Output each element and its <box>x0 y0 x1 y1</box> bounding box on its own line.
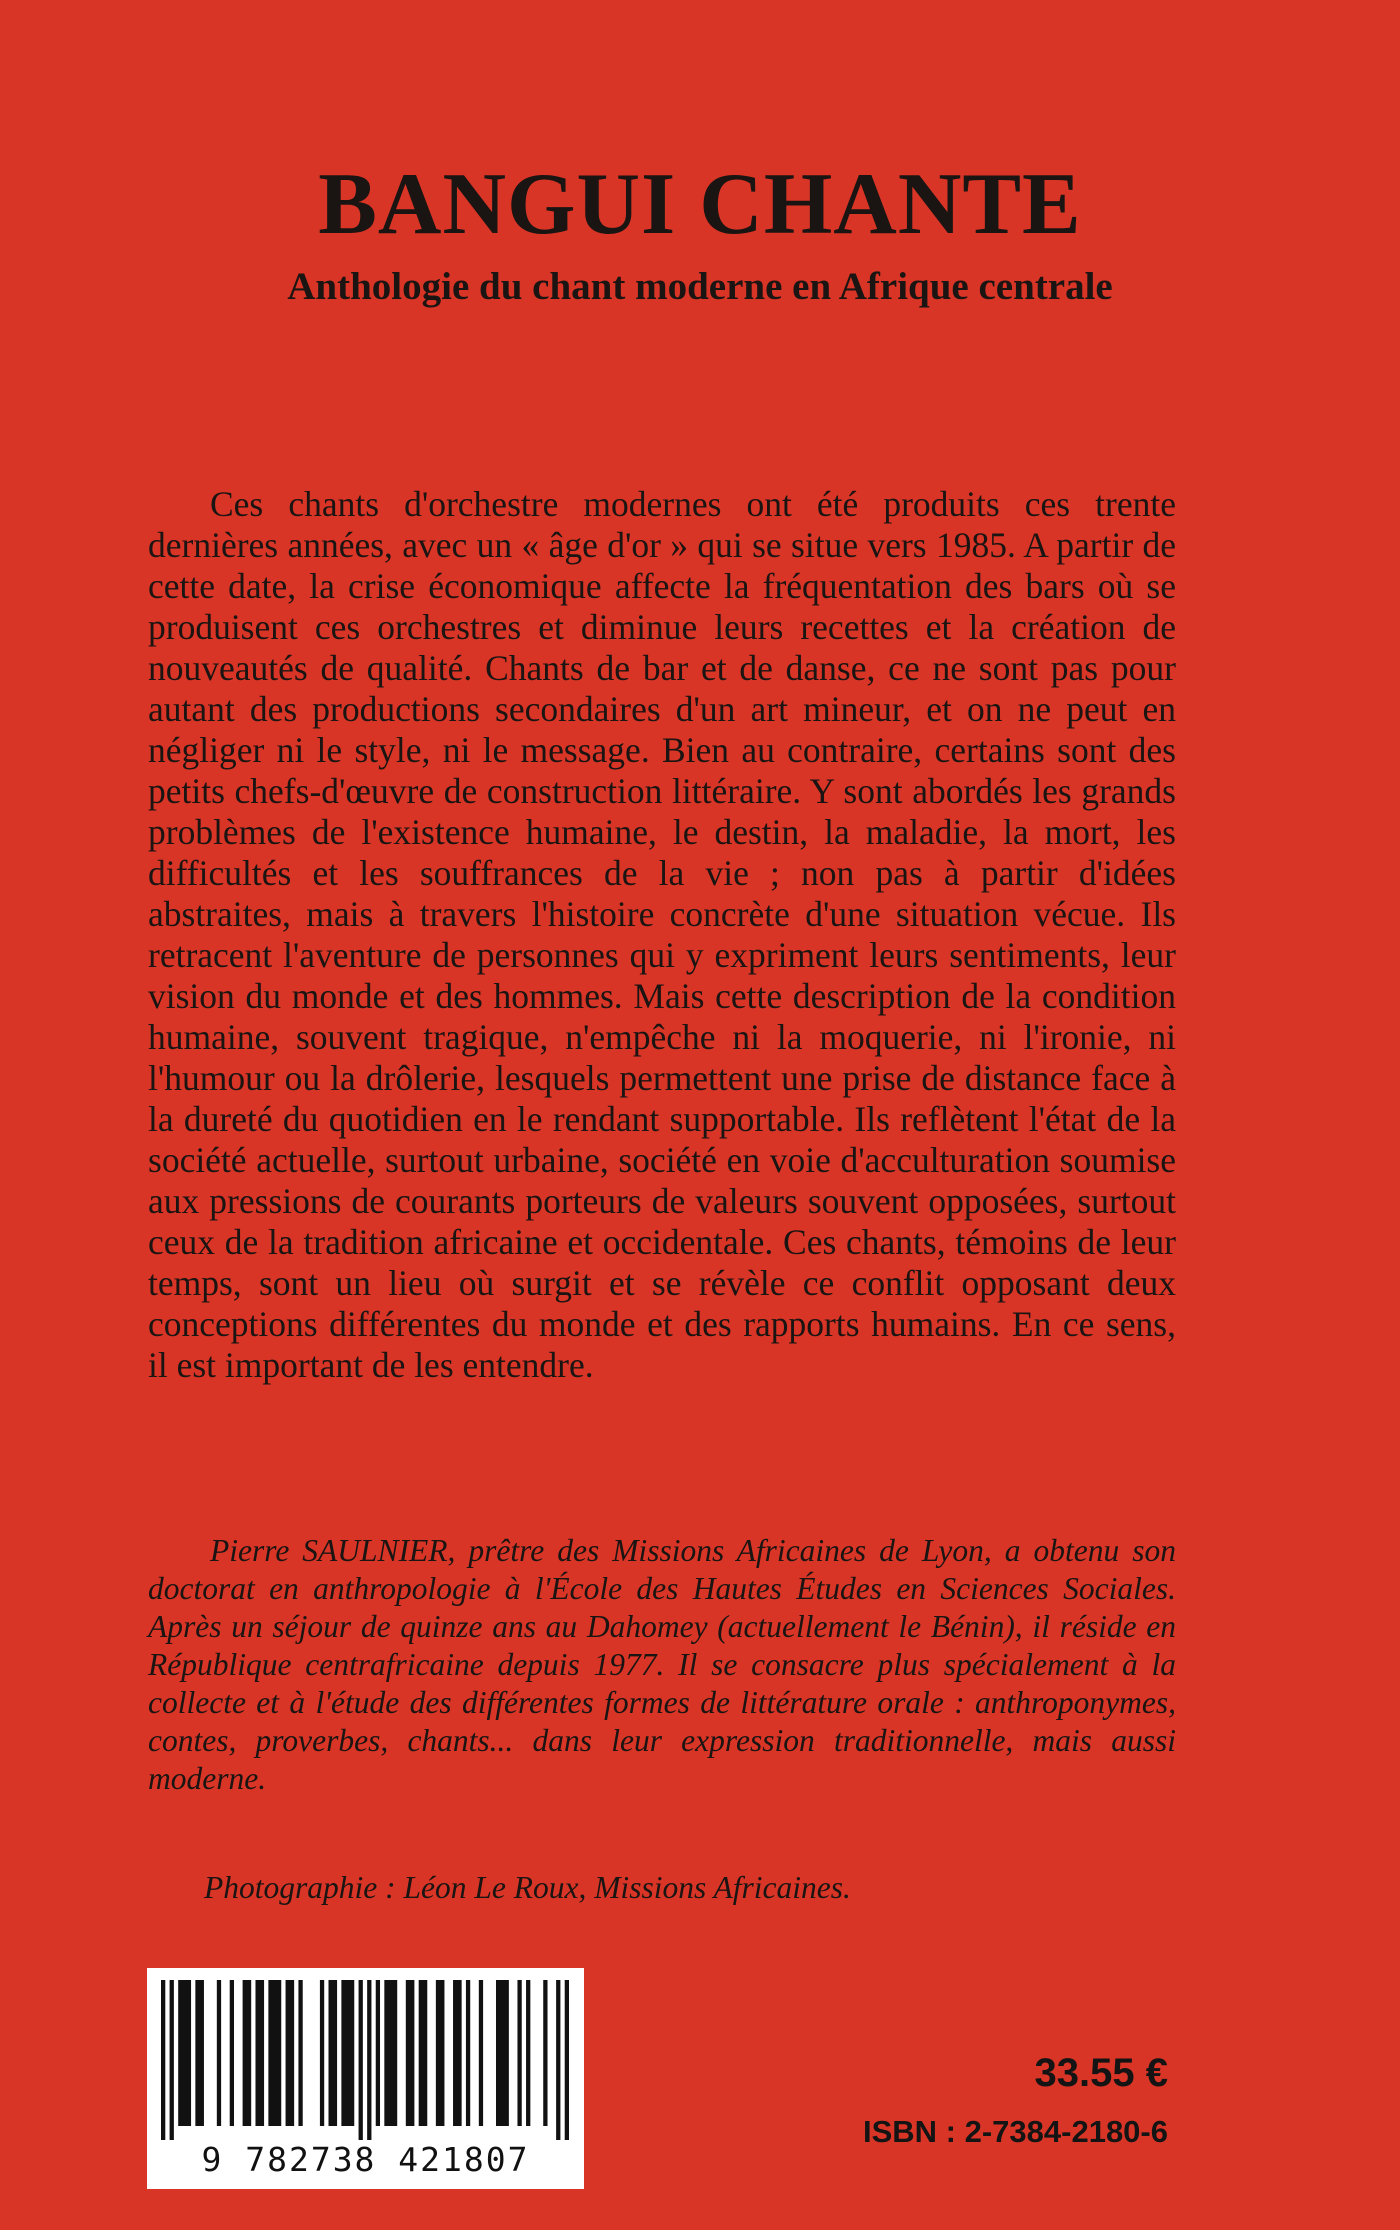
barcode-bar <box>376 1980 380 2126</box>
barcode-bar <box>543 1980 547 2126</box>
isbn-label: ISBN : 2-7384-2180-6 <box>863 2114 1168 2149</box>
photo-credit: Photographie : Léon Le Roux, Missions Africaines. <box>204 1870 851 1905</box>
barcode-bar <box>320 1980 324 2126</box>
barcode-bar <box>384 1980 397 2126</box>
barcode-bar <box>479 1980 483 2126</box>
barcode-bar <box>496 1980 509 2126</box>
author-bio: Pierre SAULNIER, prêtre des Missions Africaines de Lyon, a obtenu son doctorat en anthropologie à l'École des Hautes Études en Sciences Sociales. Après un séjour de quinze ans au Dahomey (actuellement le Bénin), il réside en République centrafricaine depuis 1977. Il se consacre plus spécialement à la collecte et à l'étude des différentes formes de littérature orale : anthroponymes, contes, proverbes, chants... dans leur expression traditionnelle, mais aussi moderne. <box>148 1533 1176 1796</box>
barcode-bar <box>170 1980 174 2140</box>
barcode-bar <box>298 1980 302 2126</box>
barcode-bar <box>367 1980 371 2140</box>
barcode-bar <box>230 1980 234 2126</box>
price-label: 33.55 € <box>1034 2051 1168 2095</box>
barcode-bar <box>243 1980 252 2126</box>
barcode-bar <box>217 1980 221 2126</box>
barcode-bar <box>436 1980 445 2126</box>
barcode-bar <box>178 1980 191 2126</box>
barcode-bar <box>255 1980 264 2126</box>
barcode-bar <box>286 1980 295 2126</box>
book-subtitle: Anthologie du chant moderne en Afrique centrale <box>287 265 1113 308</box>
barcode-bar <box>526 1980 530 2126</box>
barcode-bar <box>406 1980 415 2126</box>
barcode <box>147 1968 584 2189</box>
barcode-bar <box>466 1980 470 2126</box>
book-title: BANGUI CHANTE <box>318 156 1082 253</box>
barcode-bar <box>565 1980 569 2140</box>
barcode-number: 9 782738 421807 <box>201 2140 530 2179</box>
barcode-bar <box>453 1980 462 2126</box>
barcode-bar <box>268 1980 281 2126</box>
barcode-bar <box>359 1980 363 2140</box>
barcode-bar <box>328 1980 337 2126</box>
barcode-bar <box>517 1980 521 2126</box>
barcode-bar <box>556 1980 560 2140</box>
barcode-bars <box>161 1980 569 2140</box>
book-description: Ces chants d'orchestre modernes ont été produits ces trente dernières années, avec un « âge d'or » qui se situe vers 1985. A partir de cette date, la crise économique affecte la fréquentation des bars où se produisent ces orchestres et diminue leurs recettes et la création de nouveautés de qualité. Chants de bar et de danse, ce ne sont pas pour autant des productions secondaires d'un art mineur, et on ne peut en négliger ni le style, ni le message. Bien au contraire, certains sont des petits chefs-d'œuvre de construction littéraire. Y sont abordés les grands problèmes de l'existence humaine, le destin, la maladie, la mort, les difficultés et les souffrances de la vie ; non pas à partir d'idées abstraites, mais à travers l'histoire concrète d'une situation vécue. Ils retracent l'aventure de personnes qui y expriment leurs sentiments, leur vision du monde et des hommes. Mais cette description de la condition humaine, souvent tragique, n'empêche ni la moquerie, ni l'ironie, ni l'humour ou la drôlerie, lesquels permettent une prise de distance face à la dureté du quotidien en le rendant supportable. Ils reflètent l'état de la société actuelle, surtout urbaine, société en voie d'acculturation soumise aux pressions de courants porteurs de valeurs souvent opposées, surtout ceux de la tradition africaine et occidentale. Ces chants, témoins de leur temps, sont un lieu où surgit et se révèle ce conflit opposant deux conceptions différentes du monde et des rapports humains. En ce sens, il est important de les entendre. <box>148 484 1176 1385</box>
barcode-bar <box>341 1980 354 2126</box>
barcode-bar <box>161 1980 165 2140</box>
barcode-bar <box>419 1980 428 2126</box>
barcode-bar <box>195 1980 204 2126</box>
